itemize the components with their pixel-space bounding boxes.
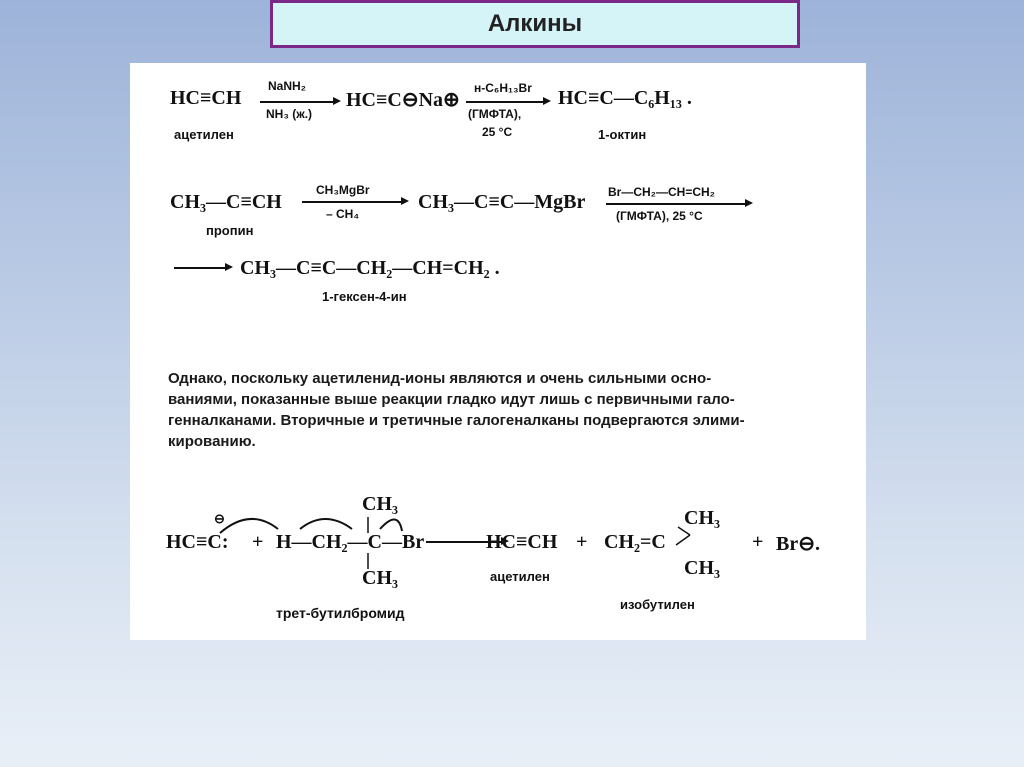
r2-reagent-bottom: – CH₄ bbox=[326, 207, 360, 221]
title-box bbox=[270, 0, 800, 48]
r1-reactant: HC≡CH bbox=[170, 87, 242, 109]
r1-reactant-label: ацетилен bbox=[174, 127, 234, 142]
r1-intermediate: HC≡C⊖Na⊕ bbox=[346, 89, 460, 111]
r3-methyl-bottom: CH₃ bbox=[362, 567, 398, 589]
r1-reagent-top: NaNH₂ bbox=[268, 79, 307, 93]
r1-reagent2-top: н-C₆H₁₃Br bbox=[474, 81, 532, 95]
paragraph-line-1: Однако, поскольку ацетиленид-ионы являются и очень сильными осно- bbox=[168, 370, 712, 387]
r3-product2: CH₂=C bbox=[604, 531, 666, 553]
r3-plus3: + bbox=[752, 531, 764, 553]
paragraph-line-3: генналканами. Вторичные и третичные галогеналканы подвергаются элими- bbox=[168, 412, 745, 429]
r3-plus2: + bbox=[576, 531, 588, 553]
r1-reagent-bottom: NH₃ (ж.) bbox=[266, 107, 313, 121]
r3-bromide: Br⊖. bbox=[776, 533, 820, 555]
r3-product2-label: изобутилен bbox=[620, 597, 695, 612]
r1-product-label: 1-октин bbox=[598, 127, 647, 142]
r3-product2-methyl-bottom: CH₃ bbox=[684, 557, 720, 579]
r3-anion: HC≡C: bbox=[166, 531, 229, 553]
r2-intermediate: CH₃—C≡C—MgBr bbox=[418, 191, 586, 213]
r2-product-label: 1-гексен-4-ин bbox=[322, 289, 407, 304]
r1-reagent2-bottom: 25 °C bbox=[482, 125, 513, 139]
r3-plus1: + bbox=[252, 531, 264, 553]
r3-substrate-label: трет-бутилбромид bbox=[276, 605, 405, 621]
r2-reactant-label: пропин bbox=[206, 223, 254, 238]
r2-reagent2-bottom: (ГМФТА), 25 °C bbox=[616, 209, 703, 223]
r2-reagent-top: CH₃MgBr bbox=[316, 183, 370, 197]
r2-product: CH₃—C≡C—CH₂—CH=CH₂ . bbox=[240, 257, 500, 279]
r2-reactant: CH₃—C≡CH bbox=[170, 191, 282, 213]
r3-product1-label: ацетилен bbox=[490, 569, 550, 584]
r3-product2-methyl-top: CH₃ bbox=[684, 507, 720, 529]
r2-reagent2-top: Br—CH₂—CH=CH₂ bbox=[608, 185, 716, 199]
paragraph-line-4: кированию. bbox=[168, 433, 256, 450]
r3-product1: HC≡CH bbox=[486, 531, 558, 553]
r3-methyl-top: CH₃ bbox=[362, 493, 398, 515]
r1-reagent2-mid: (ГМФТА), bbox=[468, 107, 522, 121]
r1-product: HC≡C—C₆H₁₃ . bbox=[558, 87, 692, 109]
r3-charge-minus: ⊖ bbox=[214, 511, 225, 526]
content-panel bbox=[130, 63, 866, 640]
r3-substrate: H—CH₂—C—Br bbox=[276, 531, 425, 553]
paragraph-line-2: ваниями, показанные выше реакции гладко идут лишь с первичными гало- bbox=[168, 391, 735, 408]
page-title: Алкины bbox=[487, 10, 583, 37]
